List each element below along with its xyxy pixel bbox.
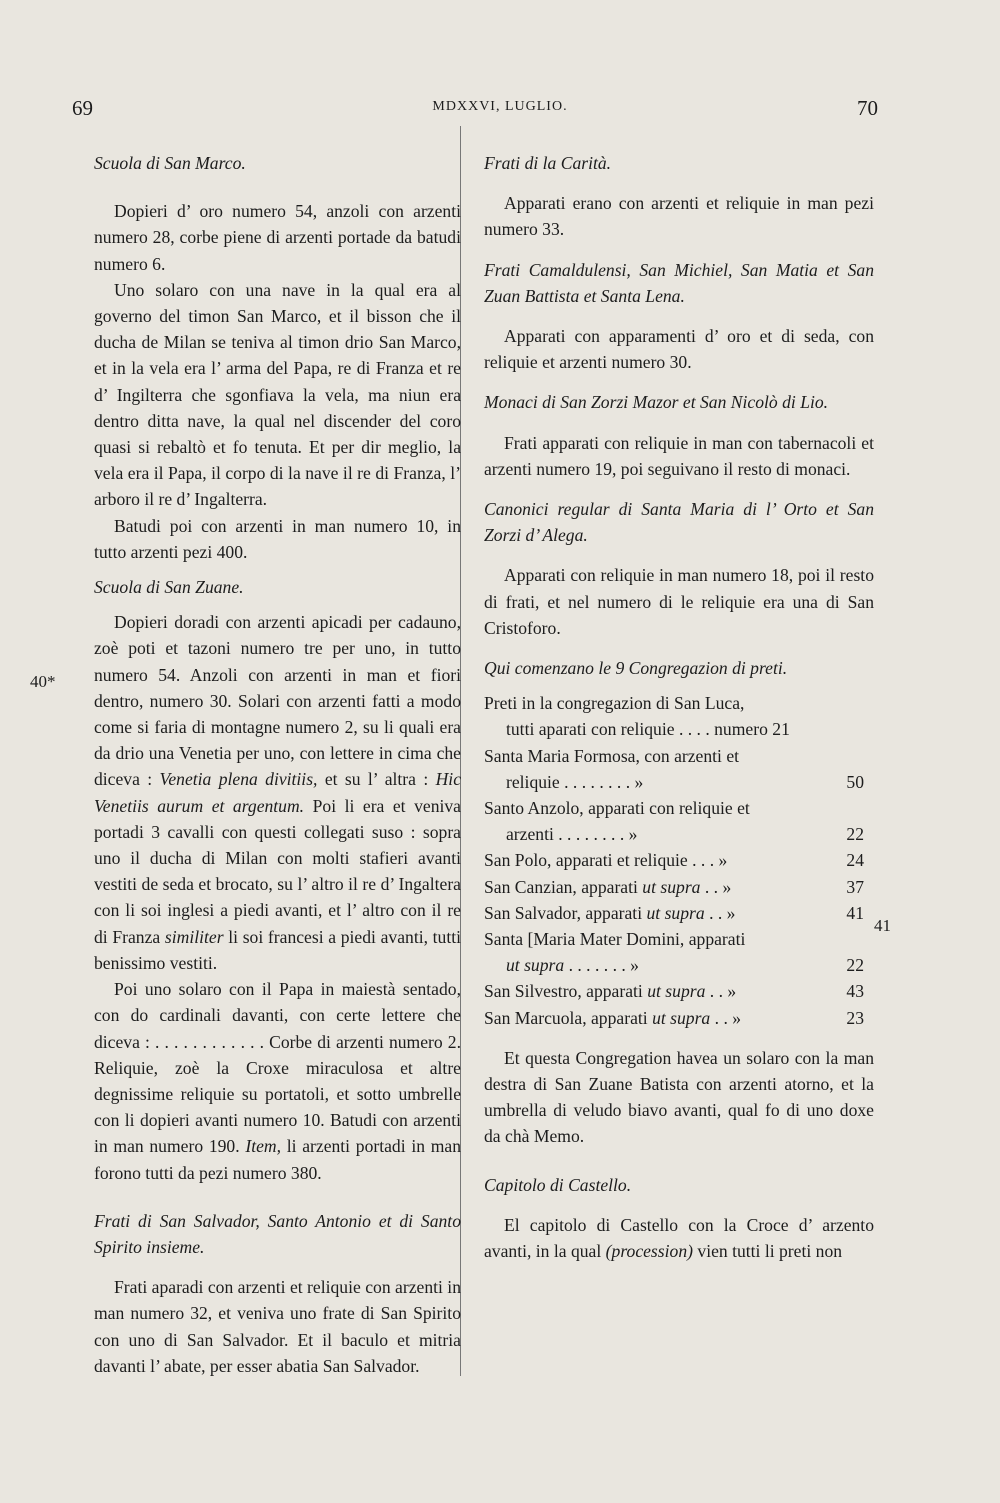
running-header	[0, 96, 1000, 126]
paragraph: Poi uno solaro con il Papa in maiestà sentado, con do cardinali davanti, con certe lettere che diceva : . . . . . . . . . . . . Corbe di arzenti numero 2. Reliquie, zoè la Croxe miraculosa et altre degnissime reliquie su portatoli, et sotto umbrelle con li dopieri avanti numero 10. Batudi con arzenti in man numero 190. Item, li arzenti portadi in man forono tutti da pezi numero 380.	[94, 979, 461, 1183]
list-item-continuation: arzenti . . . . . . . . » 22	[506, 824, 864, 845]
list-item: San Marcuola, apparati ut supra . . » 23	[484, 1007, 864, 1028]
list-item-continuation: reliquie . . . . . . . . » 50	[506, 771, 864, 792]
paragraph: Dopieri doradi con arzenti apicadi per cadauno, zoè poti et tazoni numero tre per uno, in tutto numero 54. Anzoli con arzenti in man et fiori dentro, numero 30. Solari con arzenti fatti a modo come si faria di montagne numero 2, su li quali era da drio una Venetia per uno, con lettere in cima che diceva : Venetia plena divitiis, et su l’ altra : Hic Venetiis aurum et argentum. Poi li era et veniva portadi 3 cavalli con questi collegati suso : sopra uno il ducha di Milan con molti stafieri avanti vestiti de seda et brocato, su l’ altro il re d’ Ingaltera con li soi inglesi a piedi avanti, et l’ altro con il re di Franza similiter li soi francesi a piedi avanti, tutti benissimo vestiti.	[94, 612, 462, 973]
left-column	[94, 150, 461, 1379]
right-column	[484, 150, 874, 1264]
list-item: San Canzian, apparati ut supra . . » 37	[484, 876, 864, 897]
section-heading: Frati di San Salvador, Santo Antonio et di Santo Spirito insieme.	[94, 1210, 461, 1257]
paragraph: Apparati con apparamenti d’ oro et di seda, con reliquie et arzenti numero 30.	[484, 326, 874, 373]
list-item: Santa [Maria Mater Domini, apparati	[484, 928, 746, 949]
section-heading: Qui comenzano le 9 Congregazion di preti.	[484, 658, 788, 679]
list-item: Santa Maria Formosa, con arzenti et	[484, 745, 740, 766]
paragraph: Apparati erano con arzenti et reliquie in man pezi numero 33.	[484, 193, 874, 240]
list-item: Santo Anzolo, apparati con reliquie et	[484, 798, 750, 818]
paragraph: Dopieri d’ oro numero 54, anzoli con arzenti numero 28, corbe piene di arzenti portade da batudi numero 6.	[94, 201, 461, 274]
section-heading: Scuola di San Marco.	[94, 153, 246, 173]
section-heading: Canonici regular di Santa Maria di l’ Orto et San Zorzi d’ Alega.	[484, 499, 874, 546]
paragraph: Uno solaro con una nave in la qual era al governo del timon San Marco, et il bisson che il ducha de Milan se teniva al timon drio San Marco, et in la vela era l’ arma del Papa, re di Franza et re d’ Ingilterra che sgonfiava la vela, ma niun era dentro ditta nave, la qual nel discender del coro quasi si rebaltò et fo tenuta. Et per dir meglio, la vela era il Papa, il corpo di la nave il re di Franza, l’ arboro il re d’ Ingalterra.	[94, 279, 461, 510]
margin-line-number-right: 41	[874, 916, 891, 935]
section-heading: Monaci di San Zorzi Mazor et San Nicolò di Lio.	[484, 392, 829, 413]
paragraph: Frati aparadi con arzenti et reliquie con arzenti in man numero 32, et veniva uno frate di San Spirito con uno di San Salvador. Et il baculo et mitria davanti l’ abate, per esser abatia San Salvador.	[94, 1277, 461, 1376]
list-item-continuation: tutti aparati con reliquie . . . . numero 21	[506, 719, 790, 740]
page-number-right: 70	[857, 96, 878, 120]
section-heading: Frati di la Carità.	[484, 153, 612, 173]
page-number-left: 69	[72, 96, 93, 120]
paragraph: El capitolo di Castello con la Croce d’ arzento avanti, in la qual (procession) vien tutti li preti non	[484, 1214, 874, 1261]
congregation-list	[484, 690, 874, 1030]
list-item-continuation: ut supra . . . . . . . » 22	[506, 955, 864, 976]
margin-line-number-left: 40*	[30, 672, 56, 691]
paragraph: Batudi poi con arzenti in man numero 10, in tutto arzenti pezi 400.	[94, 515, 461, 562]
section-heading: Scuola di San Zuane.	[94, 577, 244, 598]
running-title: MDXXVI, LUGLIO.	[432, 99, 568, 114]
section-heading: Frati Camaldulensi, San Michiel, San Matia et San Zuan Battista et Santa Lena.	[484, 259, 874, 306]
list-item: San Salvador, apparati ut supra . . » 41	[484, 902, 864, 923]
section-heading: Capitolo di Castello.	[484, 1174, 632, 1195]
list-item: San Polo, apparati et reliquie . . . » 24	[484, 850, 864, 871]
list-item: San Silvestro, apparati ut supra . . » 43	[484, 981, 864, 1002]
paragraph: Apparati con reliquie in man numero 18, poi il resto di frati, et nel numero di le reliquie era una di San Cristoforo.	[484, 565, 874, 638]
paragraph: Frati apparati con reliquie in man con tabernacoli et arzenti numero 19, poi seguivano il resto di monaci.	[484, 432, 874, 479]
list-item: Preti in la congregazion di San Luca,	[484, 693, 745, 714]
paragraph: Et questa Congregation havea un solaro con la man destra di San Zuane Batista con arzenti atorno, et la umbrella di veludo biavo avanti, qual fo di uno doxe da chà Memo.	[484, 1047, 874, 1147]
